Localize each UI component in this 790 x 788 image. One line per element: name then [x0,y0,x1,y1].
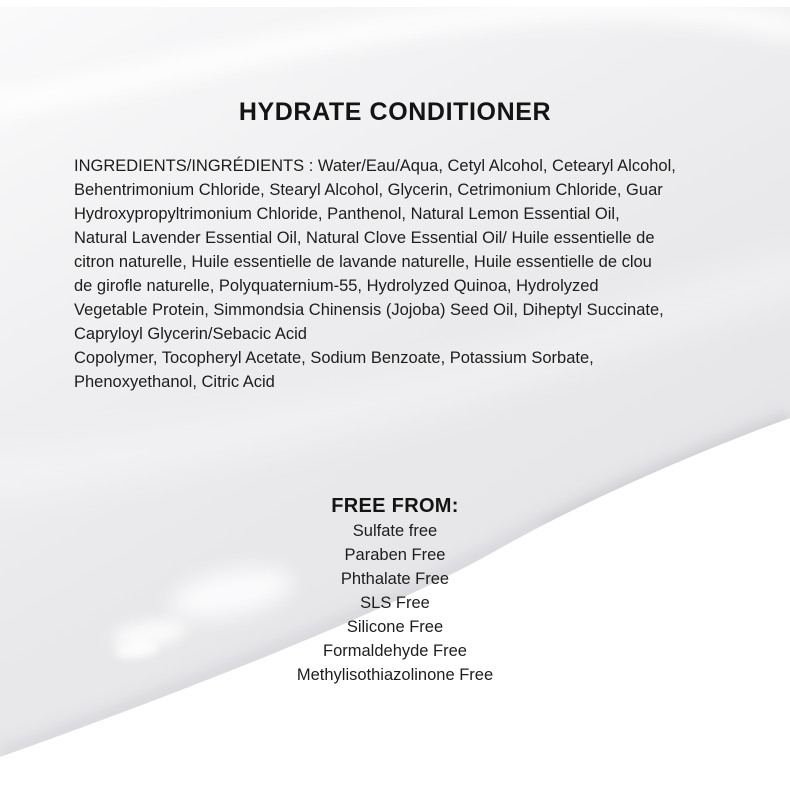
ingredients-line: Natural Lavender Essential Oil, Natural Clove Essential Oil/ Huile essentielle de [74,229,655,247]
ingredients-line: INGREDIENTS/INGRÉDIENTS : Water/Eau/Aqua, Cetyl Alcohol, Cetearyl Alcohol, [74,157,676,175]
free-from-list [0,519,790,687]
ingredients-line: de girofle naturelle, Polyquaternium-55, Hydrolyzed Quinoa, Hydrolyzed [74,277,599,295]
free-from-item: Sulfate free [352,522,438,540]
ingredients-line: Behentrimonium Chloride, Stearyl Alcohol, Glycerin, Cetrimonium Chloride, Guar [74,181,663,199]
free-from-item: Formaldehyde Free [323,642,467,660]
product-title: HYDRATE CONDITIONER [238,98,552,126]
free-from-section [0,493,790,687]
ingredients-line: Vegetable Protein, Simmondsia Chinensis (Jojoba) Seed Oil, Diheptyl Succinate, [74,301,664,319]
ingredients-line: Copolymer, Tocopheryl Acetate, Sodium Benzoate, Potassium Sorbate, [74,349,594,367]
free-from-item: Phthalate Free [340,570,450,588]
ingredients-line: citron naturelle, Huile essentielle de lavande naturelle, Huile essentielle de clou [74,253,652,271]
ingredients-line: Capryloyl Glycerin/Sebacic Acid [74,325,307,343]
free-from-item: Methylisothiazolinone Free [296,666,494,684]
ingredients-paragraph [74,154,746,394]
ingredients-line: Hydroxypropyltrimonium Chloride, Panthenol, Natural Lemon Essential Oil, [74,205,620,223]
ingredients-line: Phenoxyethanol, Citric Acid [74,373,275,391]
free-from-item: SLS Free [360,594,430,612]
free-from-item: Paraben Free [344,546,446,564]
free-from-heading: FREE FROM: [331,495,459,517]
free-from-item: Silicone Free [346,618,444,636]
